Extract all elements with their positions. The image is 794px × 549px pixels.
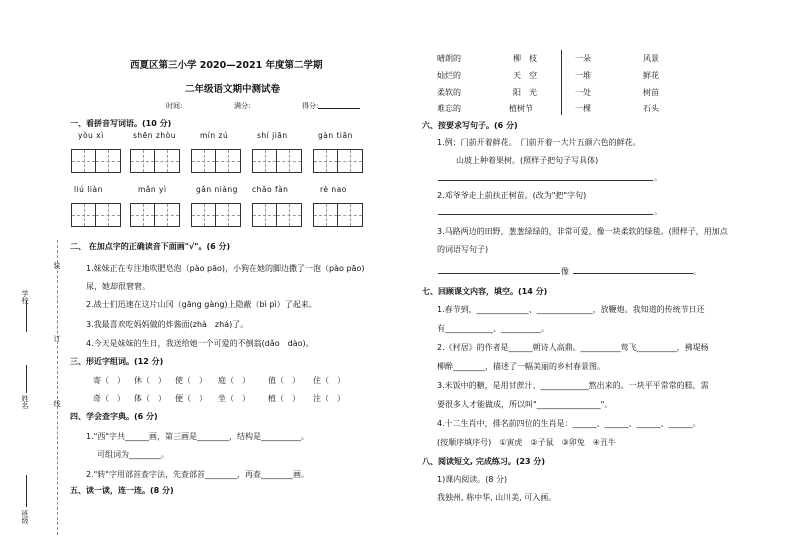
seal-char-2: 订 xyxy=(53,335,61,342)
sec2-q2: 2.战士们迅速在这片山冈（gāng gàng)上隐蔽（bì pì）了起来。 xyxy=(86,300,317,309)
section-5-title: 五、读一读，连一连。(8 分) xyxy=(70,486,174,495)
pinyin-5: gàn tiān xyxy=(318,131,353,140)
sec6-q3b: 的词语写句子) xyxy=(437,245,489,254)
match-c-3[interactable]: 一处 xyxy=(575,88,591,97)
write-grid-2[interactable] xyxy=(130,149,180,173)
sec2-q3: 3.我最喜欢吃妈妈做的炸酱面(zhà zhá)了。 xyxy=(86,320,249,329)
sec7-q3b: 要很多人才能做成，所以叫"________________"。 xyxy=(437,400,613,409)
sec2-q1b: 尿，她却很窘窘。 xyxy=(86,282,150,291)
seal-char-3: 线 xyxy=(53,400,61,407)
sec3-r1-2[interactable]: 休（ ） xyxy=(134,376,166,385)
sec4-q1a: 1."西"字共______画，第三画是________，结构是__________。 xyxy=(86,432,309,441)
got-label: 得分: xyxy=(302,102,319,110)
school-title: 西夏区第三小学 2020—2021 年度第二学期 xyxy=(130,60,323,71)
sec7-q1b: 有____________、__________。 xyxy=(437,324,549,333)
sec8-text: 我独州, 称中华, 山川美, 可入画。 xyxy=(437,493,557,502)
sec6-q2: 2.邓爷爷走上前扶正树苗。(改为"把"字句) xyxy=(437,191,587,200)
sec3-r1-3[interactable]: 使（ ） xyxy=(175,376,207,385)
write-grid-1[interactable] xyxy=(71,149,121,173)
sec3-r2-2[interactable]: 体（ ） xyxy=(134,394,166,403)
pinyin-9: chǎo fàn xyxy=(252,185,289,194)
write-grid-9[interactable] xyxy=(252,203,302,227)
match-a-3[interactable]: 柔软的 xyxy=(437,88,461,97)
sec3-r1-5[interactable]: 值（ ） xyxy=(268,376,300,385)
sec7-q2a: 2.《村居》的作者是______朝诗人高鼎。__________莺飞__________，拂堤杨 xyxy=(437,343,709,352)
match-c-1[interactable]: 一朵 xyxy=(575,54,591,63)
pinyin-10: rè nao xyxy=(320,185,347,194)
section-6-title: 六、按要求写句子。(6 分) xyxy=(422,121,518,130)
sec4-q2: 2."转"字用部首查字法，先查部首________，再查________画。 xyxy=(86,470,309,479)
school-field-label: 学校 xyxy=(21,290,29,304)
sec7-q4b: (按顺序填序号) ①寅虎 ②子鼠 ③卯兔 ④丑牛 xyxy=(437,438,616,447)
sec2-q1a: 1.妹妹正在专注地吹肥皂泡（pào pāo)，小狗在她的脚边撒了一泡（pào pāo) xyxy=(86,264,365,273)
match-c-4[interactable]: 一棵 xyxy=(575,104,591,113)
match-c-2[interactable]: 一堆 xyxy=(575,71,591,80)
sec8-subtitle: 1)课内阅读。(8 分) xyxy=(437,475,508,484)
match-d-1[interactable]: 风景 xyxy=(643,54,659,63)
write-grid-10[interactable] xyxy=(313,203,363,227)
write-grid-5[interactable] xyxy=(313,149,363,173)
match-a-2[interactable]: 灿烂的 xyxy=(437,71,461,80)
write-grid-7[interactable] xyxy=(130,203,180,227)
name-field-label: 姓名 xyxy=(21,395,29,409)
section-4-title: 四、学会查字典。(6 分) xyxy=(70,412,158,421)
match-b-1[interactable]: 柳 枝 xyxy=(513,54,537,63)
pinyin-7: mǎn yì xyxy=(138,185,167,194)
sec6-q3c: 像 xyxy=(561,267,569,276)
sec3-r1-1[interactable]: 寄（ ） xyxy=(93,376,125,385)
sec3-r1-6[interactable]: 住（ ） xyxy=(313,376,345,385)
section-1-title: 一、看拼音写词语。(10 分) xyxy=(70,119,172,128)
time-label: 时间: xyxy=(166,102,183,110)
period-3: 。 xyxy=(693,267,701,276)
sec6-q3a: 3.马路两边的田野，葱葱绿绿的，非常可爱，像一块柔软的绿毯。(照样子，用加点 xyxy=(437,227,728,236)
match-d-4[interactable]: 石头 xyxy=(643,104,659,113)
sec3-r2-4[interactable]: 坐（ ） xyxy=(218,394,250,403)
sec6-answer-1[interactable] xyxy=(438,180,653,181)
period-2: 。 xyxy=(654,207,662,216)
pinyin-3: mín zú xyxy=(200,131,229,140)
name-field-line[interactable] xyxy=(26,365,28,393)
sec3-r2-1[interactable]: 奇（ ） xyxy=(93,394,125,403)
match-b-4[interactable]: 植树节 xyxy=(509,104,533,113)
class-field-label: 班级 xyxy=(21,510,29,524)
section-2-title: 二、 在加点字的正确读音下面画"√"。(6 分) xyxy=(70,242,231,251)
score-label: 满分: xyxy=(234,102,251,110)
sec3-r2-5[interactable]: 植（ ） xyxy=(268,394,300,403)
match-b-2[interactable]: 天 空 xyxy=(513,71,537,80)
pinyin-4: shí jiān xyxy=(257,131,288,140)
sec3-r1-4[interactable]: 庭（ ） xyxy=(218,376,250,385)
section-3-title: 三、形近字组词。(12 分) xyxy=(70,357,164,366)
binding-dashed-line xyxy=(57,240,58,535)
section-8-title: 八、阅读短文, 完成练习。(23 分) xyxy=(422,457,546,466)
sec3-r2-6[interactable]: 注（ ） xyxy=(313,394,345,403)
sec6-answer-3a[interactable] xyxy=(438,273,560,274)
write-grid-8[interactable] xyxy=(191,203,241,227)
pinyin-6: liú liàn xyxy=(74,185,103,194)
sec3-r2-3[interactable]: 便（ ） xyxy=(175,394,207,403)
match-b-3[interactable]: 阳 光 xyxy=(513,88,537,97)
class-field-line[interactable] xyxy=(26,475,28,507)
match-d-2[interactable]: 鲜花 xyxy=(643,71,659,80)
period-1: 。 xyxy=(654,173,662,182)
section-7-title: 七、回顾课文内容，填空。(14 分) xyxy=(422,287,548,296)
sec6-answer-3b[interactable] xyxy=(573,273,693,274)
exam-title: 二年级语文期中测试卷 xyxy=(185,84,281,95)
sec6-q1a: 1.例：门前开着鲜花。 门前开着一大片五颜六色的鲜花。 xyxy=(437,138,641,147)
sec6-answer-2[interactable] xyxy=(438,214,653,215)
write-grid-3[interactable] xyxy=(191,149,241,173)
sec4-q1b: 可组词为________。 xyxy=(97,450,169,459)
match-d-3[interactable]: 树苗 xyxy=(643,88,659,97)
got-score-field[interactable] xyxy=(318,108,360,109)
sec2-q4: 4.今天是妹妹的生日，我送给她一个可爱的不倒翁(dǎo dào)。 xyxy=(86,339,314,348)
sec7-q4a: 4.十二生肖中，排名前四位的生肖是：______、______、______、______。 xyxy=(437,419,701,428)
match-a-1[interactable]: 晴朗的 xyxy=(437,54,461,63)
sec7-q3a: 3.米饭中的糖，是用甘蔗汁、____________熬出来的。一块平平常常的糕，需 xyxy=(437,381,709,390)
seal-char-1: 装 xyxy=(53,262,61,269)
match-a-4[interactable]: 难忘的 xyxy=(437,104,461,113)
sec7-q2b: 柳醉________，描述了一幅美丽的乡村春景图。 xyxy=(437,362,605,371)
school-field-line[interactable] xyxy=(26,300,28,332)
sec7-q1a: 1.春节到，_____________、______________，放鞭炮。我知道的传统节日还 xyxy=(437,305,705,314)
pinyin-2: shēn zhòu xyxy=(133,131,176,140)
sec6-q1b: 山坡上种着果树。(照样子把句子写具体) xyxy=(456,156,599,165)
write-grid-6[interactable] xyxy=(71,203,121,227)
pinyin-1: yòu xì xyxy=(78,131,104,140)
write-grid-4[interactable] xyxy=(252,149,302,173)
match-divider xyxy=(561,50,562,115)
pinyin-8: gǎn niàng xyxy=(196,185,238,194)
